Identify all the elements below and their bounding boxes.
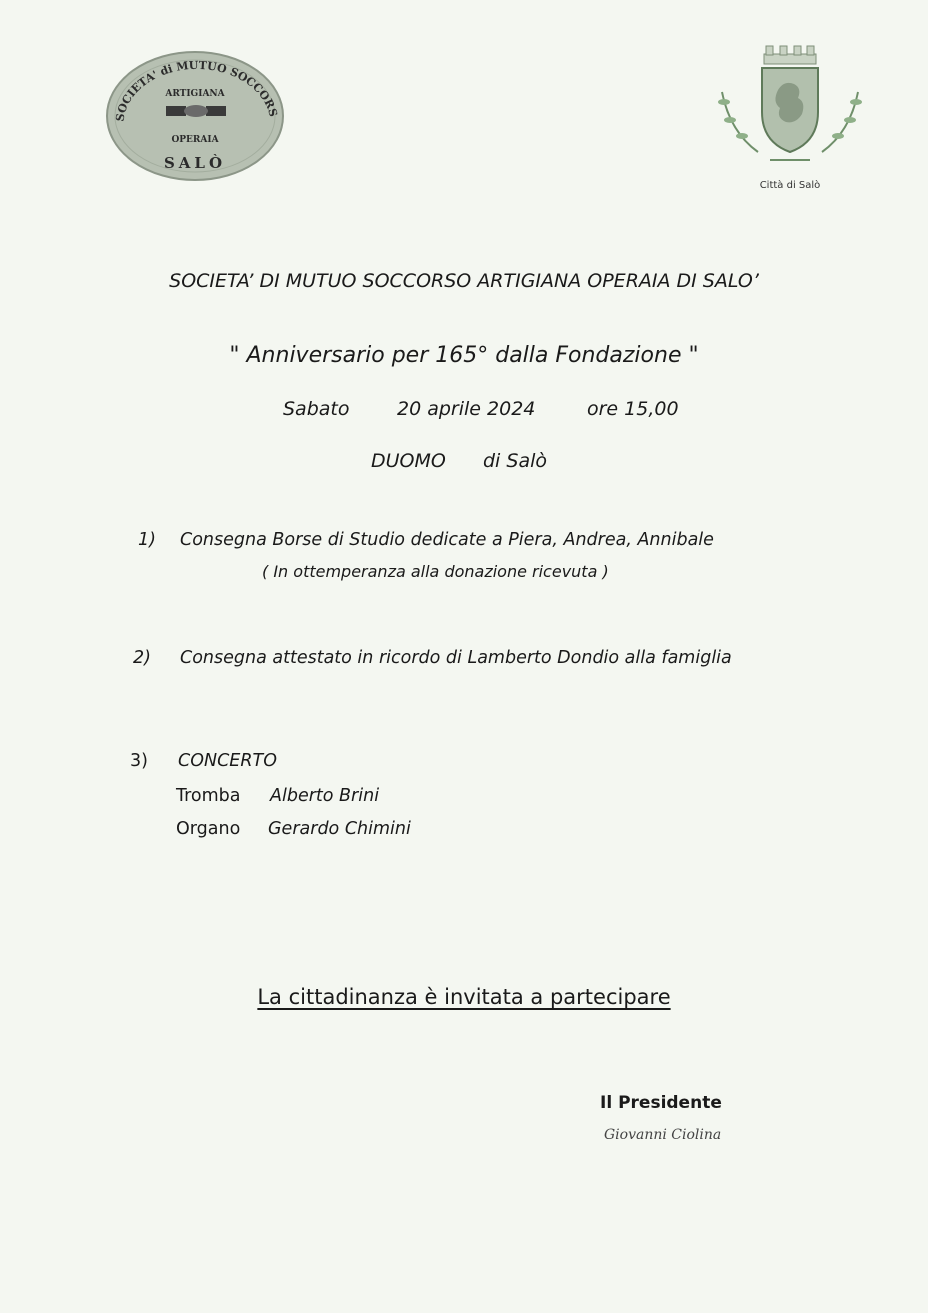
city-crest-logo (700, 42, 880, 172)
crest-graphic (700, 42, 880, 172)
seal-line-salo: SALÒ (163, 154, 227, 172)
performer-1-name: Alberto Brini (270, 786, 380, 806)
performer-1-instrument: Tromba (176, 786, 241, 806)
item2-number: 2) (133, 648, 151, 668)
society-seal-logo (102, 44, 288, 186)
president-signature: Giovanni Ciolina (604, 1127, 722, 1143)
performer-2-instrument: Organo (176, 819, 241, 839)
invitation-line: La cittadinanza è invitata a partecipare (257, 985, 671, 1009)
handshake-icon (166, 105, 226, 117)
event-time: ore 15,00 (587, 398, 679, 420)
event-date: 20 aprile 2024 (397, 398, 536, 420)
item2-text: Consegna attestato in ricordo di Lamberto Dondio alla famiglia (180, 648, 732, 668)
item1-note: ( In ottemperanza alla donazione ricevuta ) (262, 562, 609, 581)
event-day: Sabato (283, 398, 350, 420)
item1-text: Consegna Borse di Studio dedicate a Piera, Andrea, Annibale (180, 530, 714, 550)
seal-line-operaia: OPERAIA (171, 135, 219, 145)
crest-caption: Città di Salò (759, 180, 821, 191)
item3-number: 3) (130, 751, 148, 771)
event-place: DUOMO (371, 450, 446, 472)
seal-line-artigiana: ARTIGIANA (165, 89, 225, 99)
society-heading: SOCIETA’ DI MUTUO SOCCORSO ARTIGIANA OPERAIA DI SALO’ (169, 270, 759, 292)
event-town: di Salò (483, 450, 547, 472)
seal-graphic (102, 44, 288, 186)
item1-number: 1) (138, 530, 156, 550)
president-title: Il Presidente (600, 1093, 722, 1113)
item3-title: CONCERTO (178, 751, 277, 771)
performer-2-name: Gerardo Chimini (268, 819, 411, 839)
anniversary-subtitle: " Anniversario per 165° dalla Fondazione " (229, 343, 699, 368)
crown-icon (764, 46, 816, 64)
seal-arc-text: SOCIETA' di MUTUO SOCCORS (113, 58, 280, 123)
